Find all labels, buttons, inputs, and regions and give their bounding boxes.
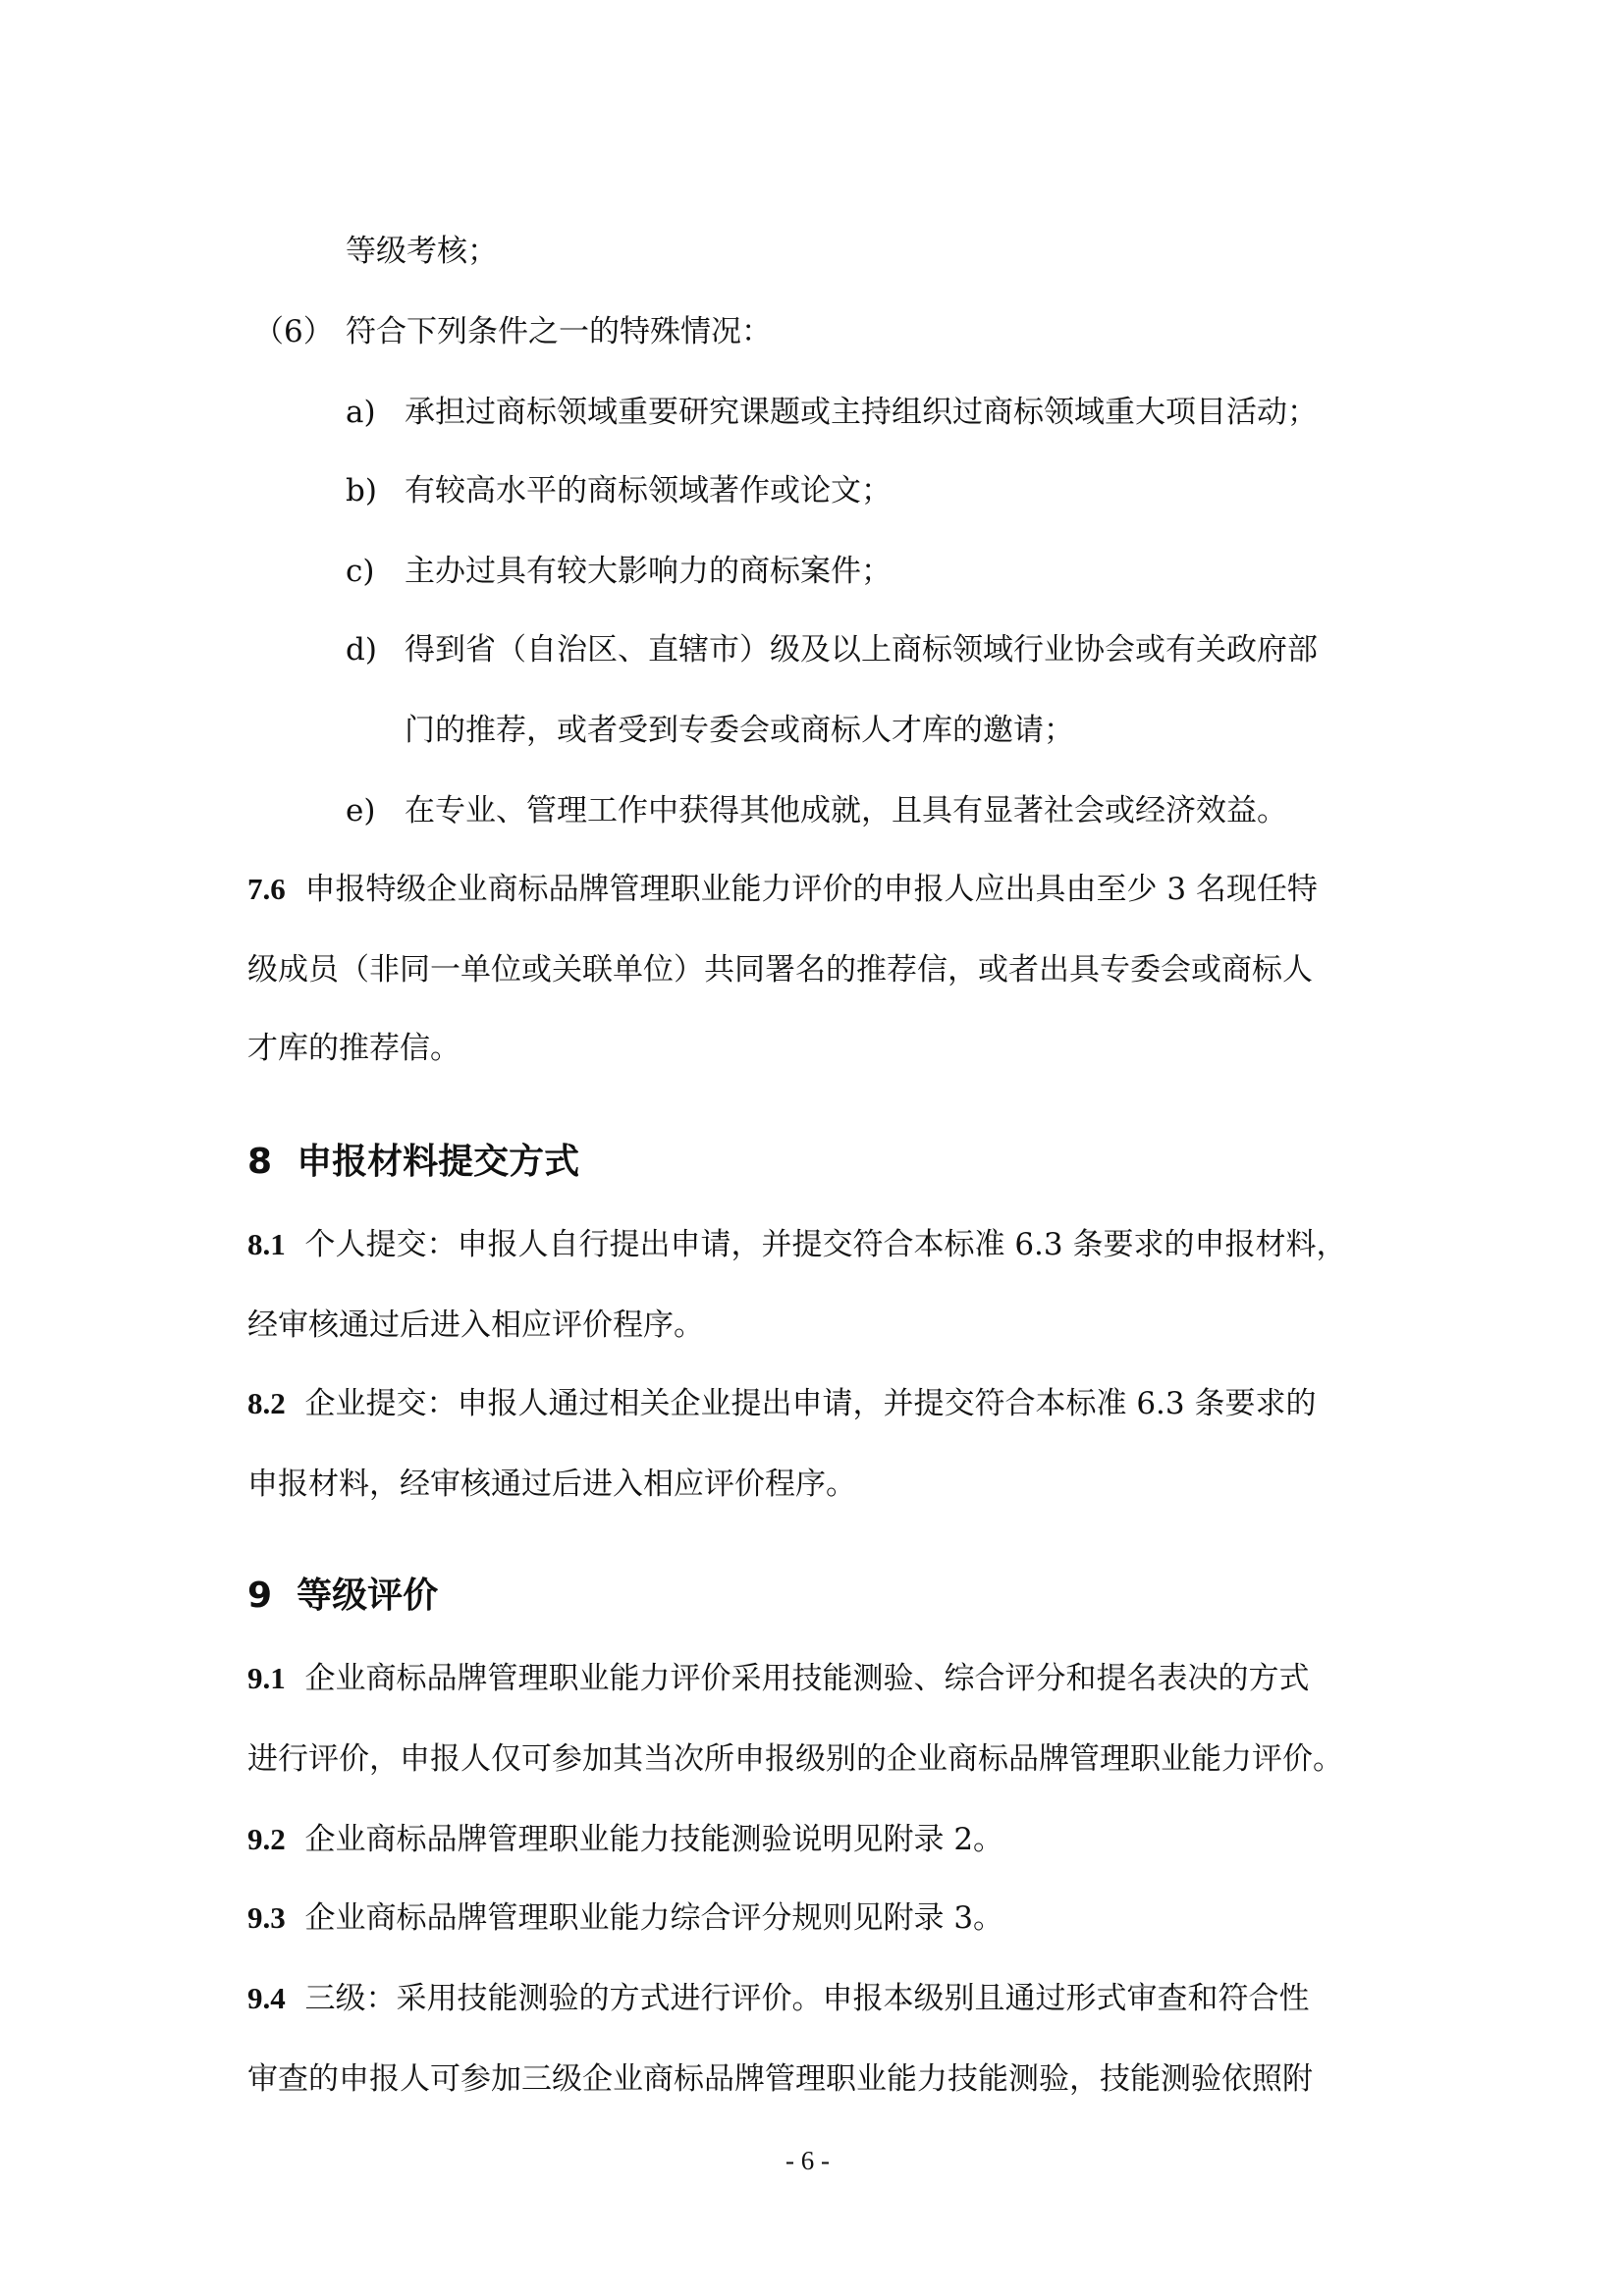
clause-8-2-line-1 xyxy=(247,1384,1316,1423)
clause-text: 企业商标品牌管理职业能力综合评分规则见附录 3。 xyxy=(304,1900,1004,1936)
subitem-d-continuation: 门的推荐，或者受到专委会或商标人才库的邀请； xyxy=(405,713,1074,748)
subitem-b-text: 有较高水平的商标领域著作或论文； xyxy=(405,473,892,508)
clause-8-1-line-1 xyxy=(247,1225,1346,1264)
subitem-b-marker: b) xyxy=(346,473,377,508)
section-9-heading xyxy=(247,1575,438,1618)
list-item-text: 符合下列条件之一的特殊情况： xyxy=(346,314,772,349)
clause-number: 9.2 xyxy=(247,1822,286,1856)
clause-text: 个人提交：申报人自行提出申请，并提交符合本标准 6.3 条要求的申报材料， xyxy=(304,1227,1347,1262)
page-number: - 6 - xyxy=(785,2146,830,2175)
clause-number: 8.1 xyxy=(247,1227,286,1261)
clause-text: 企业商标品牌管理职业能力技能测验说明见附录 2。 xyxy=(304,1822,1004,1857)
clause-9-1-line-1 xyxy=(247,1659,1309,1698)
section-number: 9 xyxy=(247,1575,273,1616)
clause-8-2-line-2: 申报材料，经审核通过后进入相应评价程序。 xyxy=(247,1467,856,1502)
subitem-d-text: 得到省（自治区、直辖市）级及以上商标领域行业协会或有关政府部 xyxy=(405,632,1318,667)
clause-number: 7.6 xyxy=(247,872,286,906)
clause-9-3-line-1 xyxy=(247,1898,1003,1938)
list-item-marker: （6） xyxy=(253,314,334,349)
subitem-e-marker: e) xyxy=(346,793,376,828)
list-item-continuation: 等级考核； xyxy=(346,234,498,269)
clause-7-6-line-1 xyxy=(247,870,1318,909)
section-title: 等级评价 xyxy=(297,1575,439,1616)
clause-text: 企业提交：申报人通过相关企业提出申请，并提交符合本标准 6.3 条要求的 xyxy=(304,1386,1317,1421)
clause-9-4-line-2: 审查的申报人可参加三级企业商标品牌管理职业能力技能测验，技能测验依照附 xyxy=(247,2061,1313,2097)
subitem-e-text: 在专业、管理工作中获得其他成就，且具有显著社会或经济效益。 xyxy=(405,793,1287,828)
clause-7-6-line-3: 才库的推荐信。 xyxy=(247,1031,460,1066)
subitem-a-text: 承担过商标领域重要研究课题或主持组织过商标领域重大项目活动； xyxy=(405,395,1318,430)
clause-9-2-line-1 xyxy=(247,1820,1003,1859)
clause-number: 8.2 xyxy=(247,1386,286,1420)
subitem-d-marker: d) xyxy=(346,632,377,667)
clause-number: 9.1 xyxy=(247,1661,286,1695)
clause-9-1-line-2: 进行评价，申报人仅可参加其当次所申报级别的企业商标品牌管理职业能力评价。 xyxy=(247,1741,1343,1777)
section-title: 申报材料提交方式 xyxy=(297,1142,580,1182)
clause-number: 9.3 xyxy=(247,1900,286,1935)
clause-number: 9.4 xyxy=(247,1981,286,2015)
clause-text: 申报特级企业商标品牌管理职业能力评价的申报人应出具由至少 3 名现任特 xyxy=(304,872,1318,907)
section-8-heading xyxy=(247,1141,579,1184)
clause-7-6-line-2: 级成员（非同一单位或关联单位）共同署名的推荐信，或者出具专委会或商标人 xyxy=(247,952,1313,988)
clause-9-4-line-1 xyxy=(247,1979,1309,2018)
clause-text: 企业商标品牌管理职业能力评价采用技能测验、综合评分和提名表决的方式 xyxy=(304,1661,1310,1696)
subitem-a-marker: a) xyxy=(346,395,376,430)
clause-8-1-line-2: 经审核通过后进入相应评价程序。 xyxy=(247,1308,704,1343)
section-number: 8 xyxy=(247,1142,273,1182)
subitem-c-marker: c) xyxy=(346,554,375,589)
clause-text: 三级：采用技能测验的方式进行评价。申报本级别且通过形式审查和符合性 xyxy=(304,1981,1310,2016)
subitem-c-text: 主办过具有较大影响力的商标案件； xyxy=(405,554,892,589)
